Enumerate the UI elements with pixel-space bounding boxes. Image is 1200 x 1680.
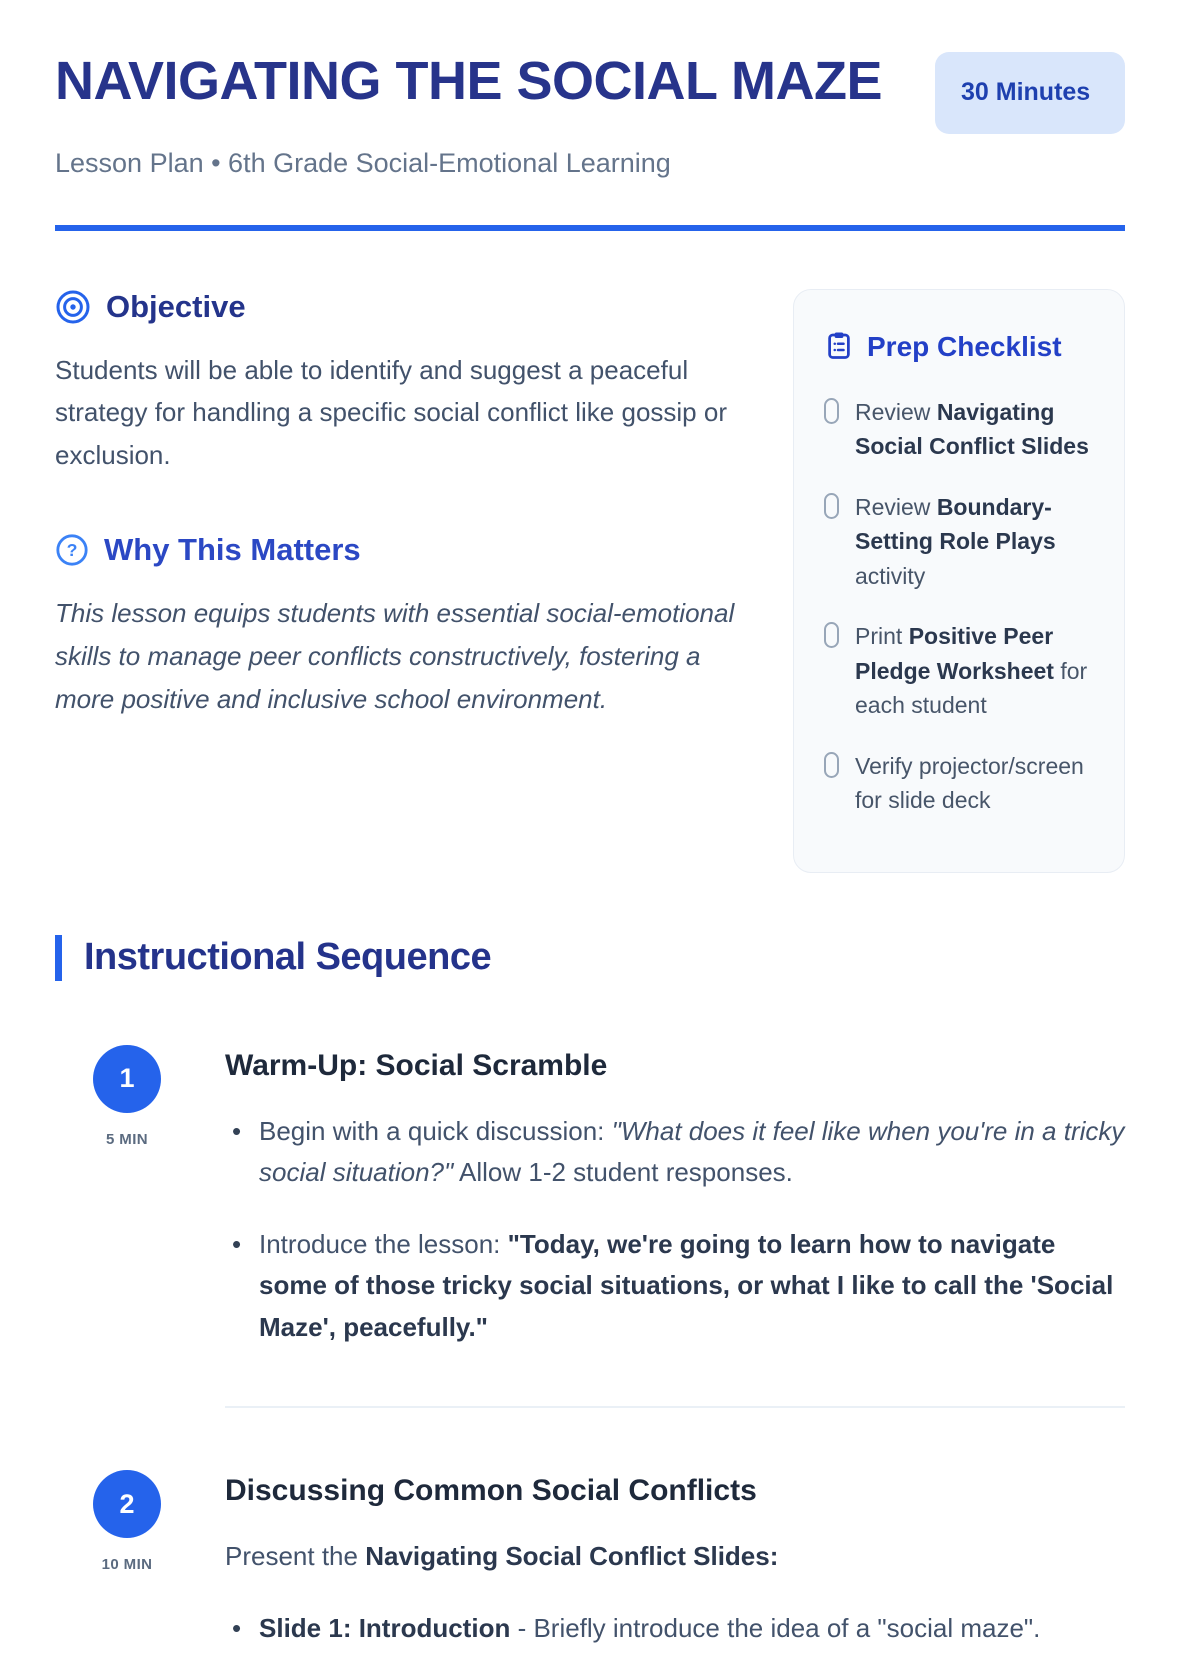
accent-bar	[55, 935, 62, 981]
svg-text:?: ?	[66, 540, 78, 561]
step-intro: Present the Navigating Social Conflict Slides:	[225, 1541, 779, 1572]
objective-title: Objective	[106, 288, 246, 324]
sequence-title: Instructional Sequence	[84, 936, 492, 978]
checkbox[interactable]	[824, 752, 839, 778]
header	[55, 50, 1125, 134]
checklist-item-label: Review Boundary-Setting Role Plays activity	[855, 493, 1056, 589]
step-duration: 5 MIN	[105, 1130, 148, 1148]
checklist-item	[824, 490, 1094, 594]
objective-body: Students will be able to identify and suggest a peaceful strategy for handling a specific social conflict like gossip or exclusion.	[55, 354, 727, 470]
header-divider	[55, 225, 1125, 231]
checkbox[interactable]	[824, 398, 839, 424]
page-subtitle: Lesson Plan • 6th Grade Social-Emotional Learning	[55, 147, 671, 178]
checklist-item	[824, 395, 1094, 464]
step-2	[55, 1470, 1125, 1679]
step-bullet-list	[225, 1608, 1125, 1650]
step-number: 2	[119, 1488, 135, 1519]
step-bullet: • Begin with a quick discussion: "What does it feel like when you're in a tricky social situation?" Allow 1-2 student responses.	[225, 1111, 1125, 1194]
step-bullet: • Introduce the lesson: "Today, we're going to learn how to navigate some of those tricky social situations, or what I like to call the 'Social Maze', peacefully."	[225, 1224, 1125, 1349]
step-number: 1	[119, 1063, 135, 1093]
page-title: NAVIGATING THE SOCIAL MAZE	[55, 51, 883, 111]
duration-badge	[935, 52, 1125, 134]
checkbox[interactable]	[824, 622, 839, 648]
sequence-heading-row	[55, 935, 1125, 981]
content-columns	[55, 289, 1125, 873]
step-bullet: • Slide 1: Introduction - Briefly introduce the idea of a "social maze".	[225, 1608, 1125, 1650]
step-title: Discussing Common Social Conflicts	[225, 1474, 757, 1508]
step-number-badge	[93, 1470, 161, 1538]
step-number-badge	[93, 1045, 161, 1113]
step-bullet-list	[225, 1111, 1125, 1349]
objective-heading-row	[55, 289, 748, 325]
prep-heading-row	[824, 330, 1094, 365]
step-1-body	[225, 1045, 1125, 1379]
target-icon	[55, 289, 91, 325]
step-2-gutter	[55, 1470, 225, 1679]
main-column	[55, 289, 748, 873]
checklist-item-label: Print Positive Peer Pledge Worksheet for each student	[855, 623, 1088, 718]
clipboard-icon	[824, 330, 854, 365]
step-2-body	[225, 1470, 1125, 1679]
checklist-item	[824, 619, 1094, 723]
step-title: Warm-Up: Social Scramble	[225, 1048, 608, 1082]
why-body: This lesson equips students with essential social-emotional skills to manage peer conflicts constructively, fostering a more positive and inclusive school environment.	[55, 598, 735, 714]
step-1-gutter	[55, 1045, 225, 1379]
checklist-item-label: Review Navigating Social Conflict Slides	[855, 398, 1089, 459]
checkbox[interactable]	[824, 493, 839, 519]
objective-section	[55, 289, 748, 477]
steps-list	[55, 1045, 1125, 1680]
duration-badge-label: 30 Minutes	[961, 78, 1091, 106]
step-duration: 10 MIN	[101, 1556, 153, 1574]
step-divider	[225, 1406, 1125, 1408]
question-icon	[55, 533, 89, 567]
prep-checklist-card	[793, 289, 1125, 873]
step-1	[55, 1045, 1125, 1379]
why-heading-row	[55, 532, 748, 568]
checklist-item	[824, 749, 1094, 818]
prep-title: Prep Checklist	[867, 331, 1062, 362]
checklist-item-label: Verify projector/screen for slide deck	[855, 752, 1084, 813]
why-section	[55, 532, 748, 720]
why-title: Why This Matters	[104, 532, 361, 568]
